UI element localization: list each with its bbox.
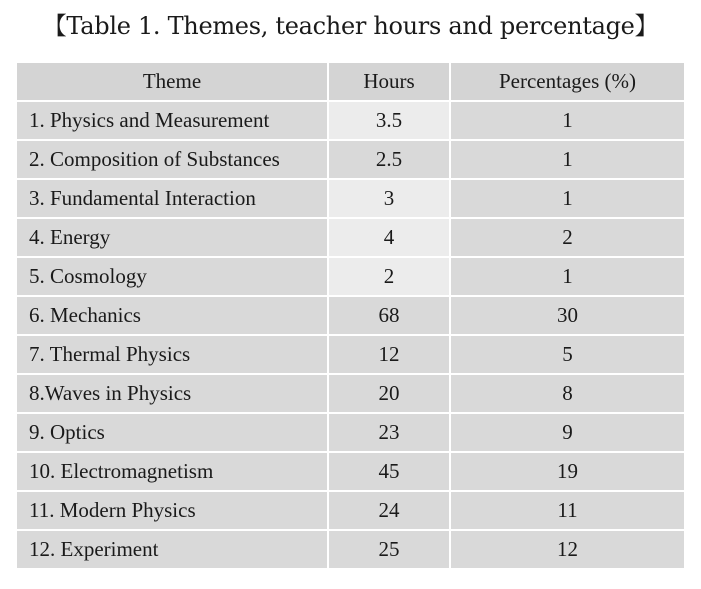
hours-cell: 45 [327, 453, 449, 492]
theme-cell: 9. Optics [17, 414, 327, 453]
theme-cell: 10. Electromagnetism [17, 453, 327, 492]
hours-cell: 2.5 [327, 141, 449, 180]
theme-cell: 2. Composition of Substances [17, 141, 327, 180]
theme-cell: 5. Cosmology [17, 258, 327, 297]
table-row [17, 531, 684, 568]
column-header-theme: Theme [17, 63, 327, 102]
table-row [17, 453, 684, 492]
hours-cell: 3.5 [327, 102, 449, 141]
column-header-hours: Hours [327, 63, 449, 102]
theme-cell: 12. Experiment [17, 531, 327, 568]
column-header-percentages: Percentages (%) [449, 63, 684, 102]
hours-cell: 4 [327, 219, 449, 258]
themes-table [17, 63, 684, 568]
table-row [17, 102, 684, 141]
hours-cell: 12 [327, 336, 449, 375]
table-row [17, 414, 684, 453]
hours-cell: 2 [327, 258, 449, 297]
table-row [17, 180, 684, 219]
table-caption: 【Table 1. Themes, teacher hours and percentage】 [42, 12, 659, 40]
percentage-cell: 1 [449, 102, 684, 141]
percentage-cell: 2 [449, 219, 684, 258]
theme-cell: 4. Energy [17, 219, 327, 258]
hours-cell: 68 [327, 297, 449, 336]
table-row [17, 219, 684, 258]
percentage-cell: 19 [449, 453, 684, 492]
theme-cell: 8.Waves in Physics [17, 375, 327, 414]
table-row [17, 336, 684, 375]
percentage-cell: 1 [449, 258, 684, 297]
theme-cell: 11. Modern Physics [17, 492, 327, 531]
theme-cell: 7. Thermal Physics [17, 336, 327, 375]
theme-cell: 6. Mechanics [17, 297, 327, 336]
percentage-cell: 1 [449, 180, 684, 219]
percentage-cell: 1 [449, 141, 684, 180]
hours-cell: 23 [327, 414, 449, 453]
percentage-cell: 11 [449, 492, 684, 531]
table-row [17, 258, 684, 297]
percentage-cell: 8 [449, 375, 684, 414]
percentage-cell: 5 [449, 336, 684, 375]
percentage-cell: 12 [449, 531, 684, 568]
hours-cell: 20 [327, 375, 449, 414]
hours-cell: 24 [327, 492, 449, 531]
table-row [17, 492, 684, 531]
table-row [17, 297, 684, 336]
table-header-row [17, 63, 684, 102]
theme-cell: 3. Fundamental Interaction [17, 180, 327, 219]
table-row [17, 375, 684, 414]
percentage-cell: 9 [449, 414, 684, 453]
theme-cell: 1. Physics and Measurement [17, 102, 327, 141]
hours-cell: 25 [327, 531, 449, 568]
hours-cell: 3 [327, 180, 449, 219]
table-row [17, 141, 684, 180]
percentage-cell: 30 [449, 297, 684, 336]
